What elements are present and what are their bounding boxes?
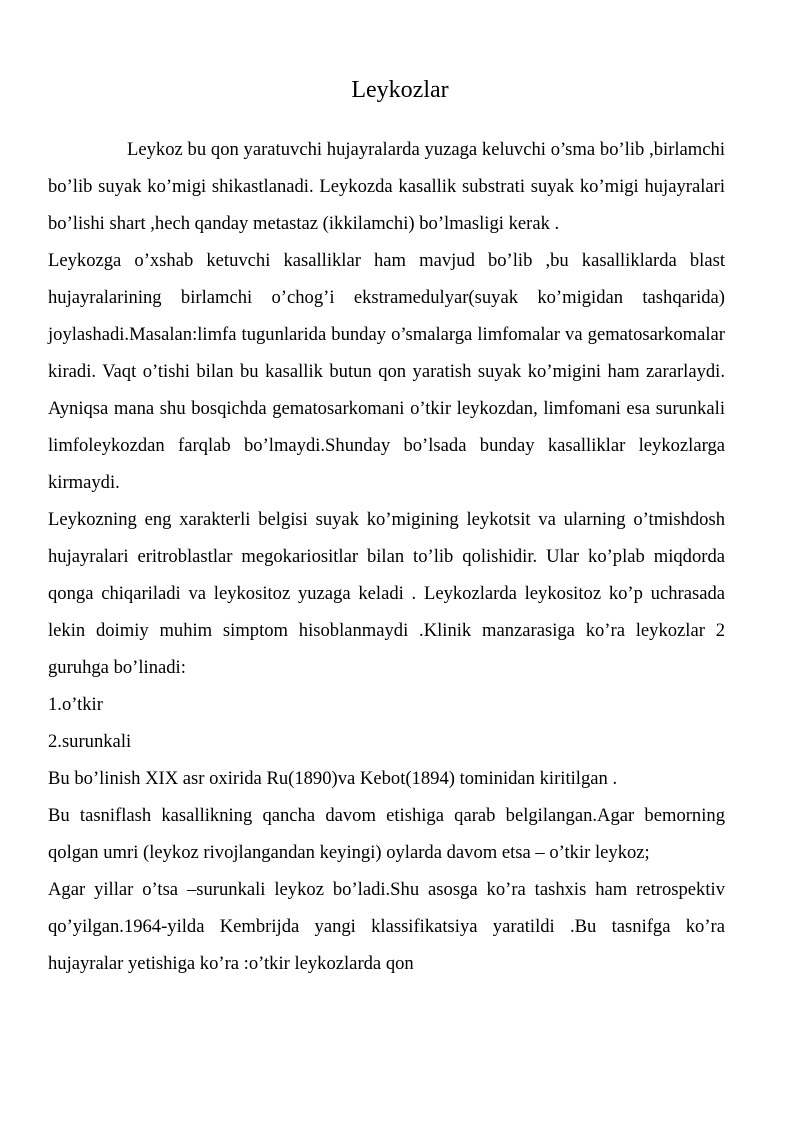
- paragraph-history: Bu bo’linish XIX asr oxirida Ru(1890)va Kebot(1894) tominidan kiritilgan .: [48, 768, 618, 789]
- paragraph-chronic-classification: Agar yillar o’tsa –surunkali leykoz bo’ladi.Shu asosga ko’ra tashxis ham retrospektiv qo’yilgan.1964-yilda Kembrijda yangi klassifikatsiya yaratildi .Bu tasnifga ko’ra hujayralar yetishiga ko’ra :o’tkir leykozlarda qon: [48, 879, 725, 974]
- list-item-chronic: 2.surunkali: [48, 731, 132, 752]
- document-title: Leykozlar: [351, 77, 449, 103]
- paragraph-similar-diseases: Leykozga o’xshab ketuvchi kasalliklar ham mavjud bo’lib ,bu kasalliklarda blast hujayralarining birlamchi o’chog’i ekstramedulyar(suyak ko’migidan tashqarida) joylashadi.Masalan:limfa tugunlarida bunday o’smalarga limfomalar va gematosarkomalar kiradi. Vaqt o’tishi bilan bu kasallik butun qon yaratish suyak ko’migini ham zararlaydi. Ayniqsa mana shu bosqichda gematosarkomani o’tkir leykozdan, limfomani esa surunkali limfoleykozdan farqlab bo’lmaydi.Shunday bo’lsada bunday kasalliklar leykozlarga kirmaydi.: [48, 250, 725, 493]
- paragraph-classification: Bu tasniflash kasallikning qancha davom etishiga qarab belgilangan.Agar bemorning qolgan umri (leykoz rivojlangandan keyingi) oylarda davom etsa – o’tkir leykoz;: [48, 805, 725, 863]
- document-body: [48, 131, 725, 982]
- paragraph-characteristics: Leykozning eng xarakterli belgisi suyak ko’migining leykotsit va ularning o’tmishdosh hujayralari eritroblastlar megokariositlar bilan to’lib qolishidir. Ular ko’plab miqdorda qonga chiqariladi va leykositoz yuzaga keladi . Leykozlarda leykositoz ko’p uchrasada lekin doimiy muhim simptom hisoblanmaydi .Klinik manzarasiga ko’ra leykozlar 2 guruhga bo’linadi:: [48, 509, 725, 678]
- list-item-acute: 1.o’tkir: [48, 694, 103, 715]
- paragraph-intro: Leykoz bu qon yaratuvchi hujayralarda yuzaga keluvchi o’sma bo’lib ,birlamchi bo’lib suyak ko’migi shikastlanadi. Leykozda kasallik substrati suyak ko’migi hujayralari bo’lishi shart ,hech qanday metastaz (ikkilamchi) bo’lmasligi kerak .: [48, 139, 725, 234]
